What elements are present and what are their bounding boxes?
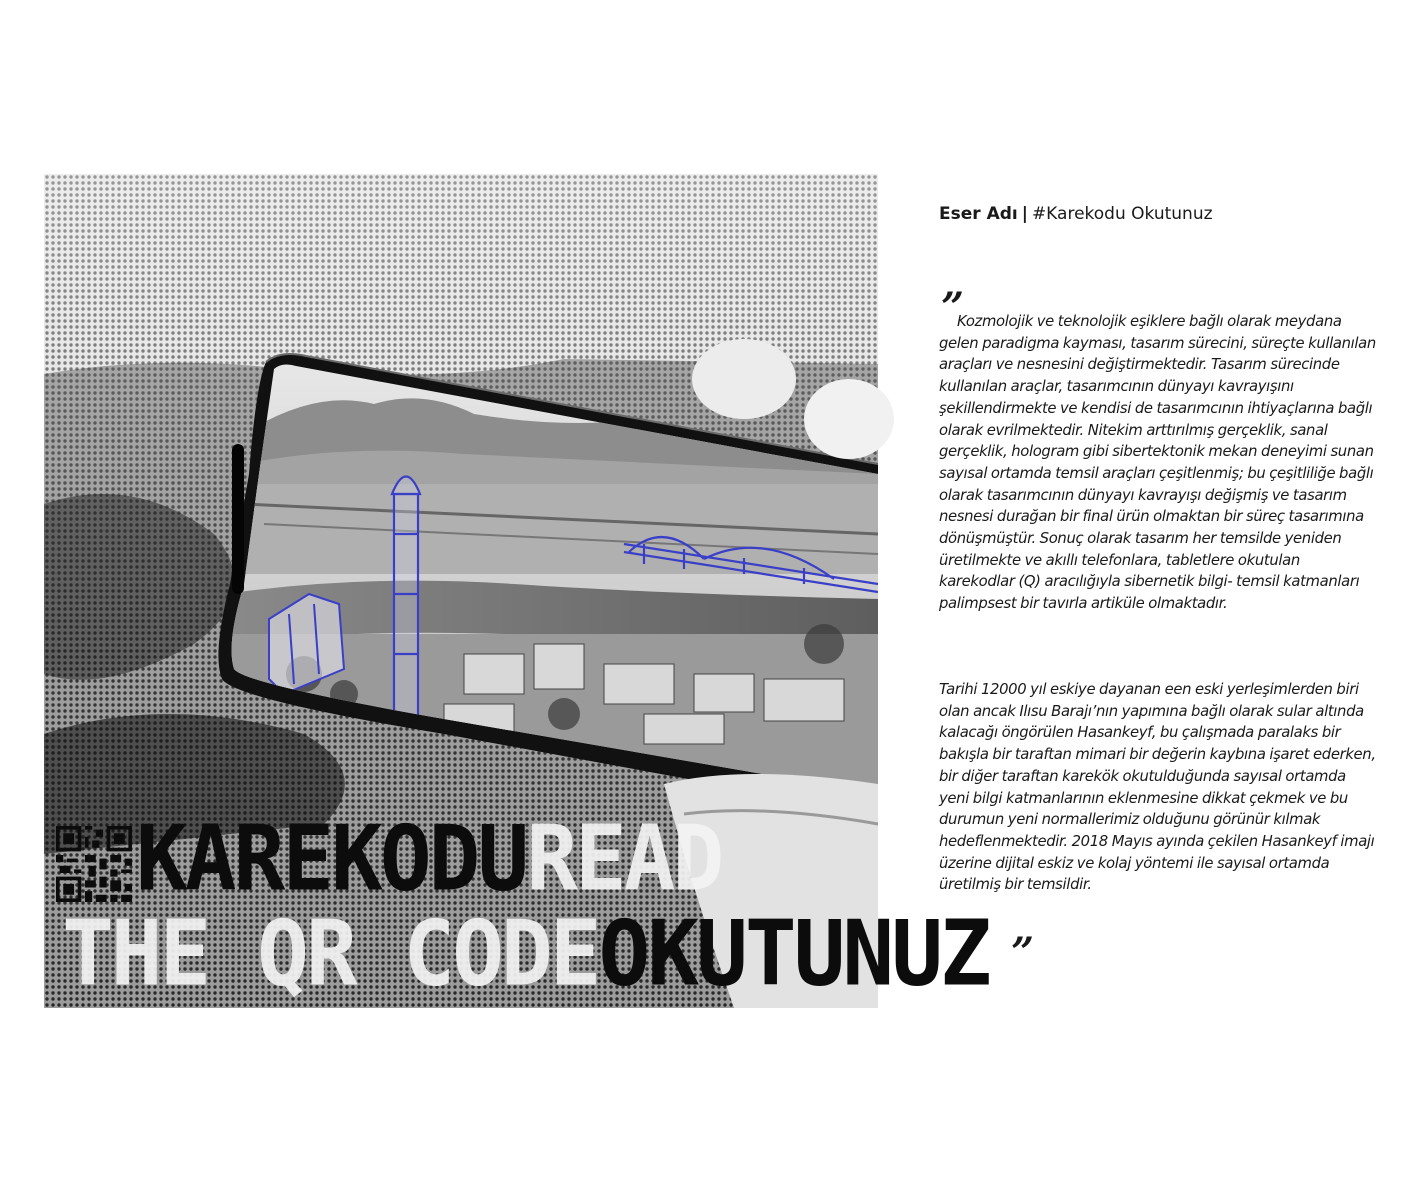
- headline-row-2: [62, 901, 989, 1007]
- open-quote-mark: ”: [941, 284, 965, 331]
- description-column: [939, 200, 1379, 976]
- headline-read: READ: [526, 806, 722, 912]
- minaret-sketch: [392, 477, 420, 720]
- headline-okutunuz: OKUTUNUZ: [598, 901, 989, 1007]
- headline-row-1: [136, 806, 722, 912]
- work-title: [939, 200, 1379, 228]
- headline-the-qr-code: THE QR CODE: [62, 901, 599, 1007]
- close-quote-mark: ”: [1011, 929, 1035, 976]
- description-paragraph-2: Tarihi 12000 yıl eskiye dayanan een eski yerleşimlerden biri olan ancak Ilısu Barajı’nın yapımına bağlı olarak sular altında kalacağı öngörülen Hasankeyf, bu çalışmada paralaks bir bakışla bir taraftan mimari bir değerin kaybına işaret ederken, bir diğer taraftan karekök okutulduğunda sayısal ortamda yeni bilgi katmanlarının eklenmesine dikkat çekmek ve bu durumun yeni normallerimiz olduğunu görünür kılmak hedeflenmektedir. 2018 Mayıs ayında çekilen Hasankeyf imajı üzerine dijital eskiz ve kolaj yöntemi ile sayısal ortamda üretilmiş bir temsildir.: [939, 681, 1376, 894]
- work-title-value: #Karekodu Okutunuz: [1031, 204, 1213, 224]
- qr-code-icon[interactable]: [56, 826, 132, 902]
- work-title-label: Eser Adı: [939, 204, 1018, 224]
- description-paragraph-1: Kozmolojik ve teknolojik eşiklere bağlı olarak meydana gelen paradigma kayması, tasarım sürecini, süreçte kullanılan araçları ve nesnesini değiştirmektedir. Tasarım sürecinde kullanılan araçlar, tasarımcının dünyayı kavrayışını şekillendirmekte ve kendisi de tasarımcının ihtiyaçlarına bağlı olarak evrilmektedir. Nitekim arttırılmış gerçeklik, sanal gerçeklik, hologram gibi sibertektonik mekan deneyimi sunan sayısal ortamda temsil araçları çeşitlenmiş; bu çeşitliliğe bağlı olarak tasarımcının dünyayı kavrayışı değişmiş ve tasarım nesnesi durağan bir final ürün olmaktan bir süreç tasarımına dönüşmüştür. Sonuç olarak tasarım her temsilde yeniden üretilmekte ve akıllı telefonlara, tabletlere okutulan karekodlar (Q) aracılığıyla sibernetik bilgi- temsil katmanları palimpsest bir tavırla artiküle olmaktadır.: [939, 313, 1376, 613]
- headline-karekodu: KAREKODU: [136, 806, 527, 912]
- work-title-separator: |: [1021, 204, 1028, 224]
